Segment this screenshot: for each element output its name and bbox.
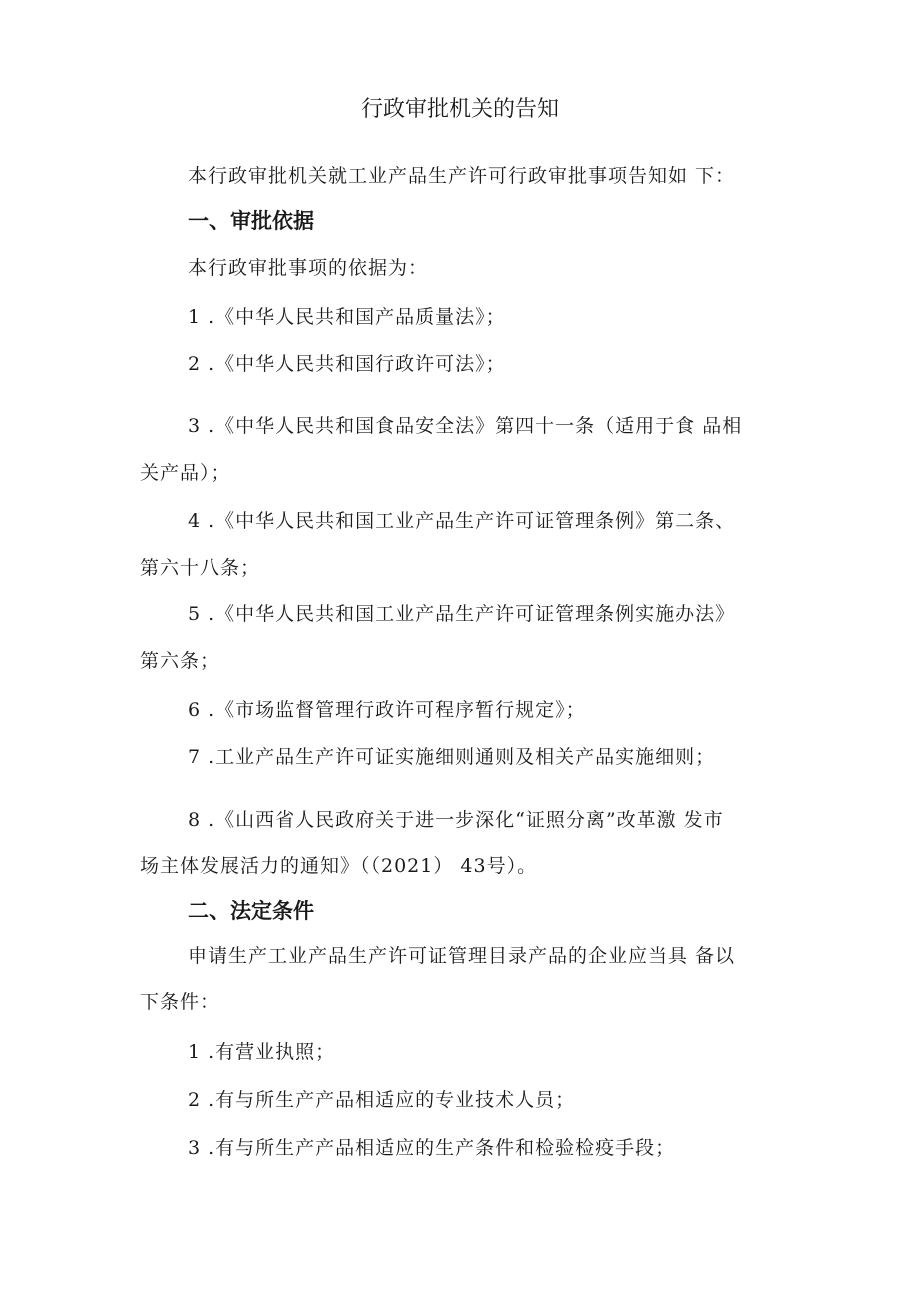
basis-item-2: 2 .《中华人民共和国行政许可法》； [188, 353, 506, 375]
condition-item-3: 3 .有与所生产产品相适应的生产条件和检验检疫手段； [188, 1137, 676, 1159]
section-heading-conditions: 二、法定条件 [188, 899, 314, 923]
basis-item-7: 7 .工业产品生产许可证实施细则通则及相关产品实施细则； [188, 746, 716, 768]
condition-item-2: 2 .有与所生产产品相适应的专业技术人员； [188, 1089, 576, 1111]
basis-lead: 本行政审批事项的依据为： [188, 257, 429, 279]
basis-item-4: 4 .《中华人民共和国工业产品生产许可证管理条例》第二条、 [188, 510, 736, 532]
basis-item-8-cont: 场主体发展活力的通知》（（2021） 43号）。 [140, 855, 538, 877]
basis-item-1: 1 .《中华人民共和国产品质量法》； [188, 306, 506, 328]
basis-item-8: 8 .《山西省人民政府关于进一步深化“证照分离”改革激 发市 [188, 809, 724, 831]
basis-item-3: 3 .《中华人民共和国食品安全法》第四十一条（适用于食 品相 [188, 415, 743, 437]
intro-paragraph: 本行政审批机关就工业产品生产许可行政审批事项告知如 下： [188, 165, 736, 187]
condition-item-1: 1 .有营业执照； [188, 1041, 336, 1063]
basis-item-6: 6 .《市场监督管理行政许可程序暂行规定》； [188, 699, 586, 721]
conditions-lead: 申请生产工业产品生产许可证管理目录产品的企业应当具 备以 [188, 945, 736, 967]
basis-item-5-cont: 第六条； [140, 650, 221, 672]
conditions-lead-cont: 下条件： [140, 991, 221, 1013]
basis-item-3-cont: 关产品）； [140, 462, 231, 484]
section-heading-basis: 一、审批依据 [188, 209, 314, 233]
basis-item-4-cont: 第六十八条； [140, 557, 261, 579]
page-title: 行政审批机关的告知 [360, 97, 559, 122]
basis-item-5: 5 .《中华人民共和国工业产品生产许可证管理条例实施办法》 [188, 603, 736, 625]
